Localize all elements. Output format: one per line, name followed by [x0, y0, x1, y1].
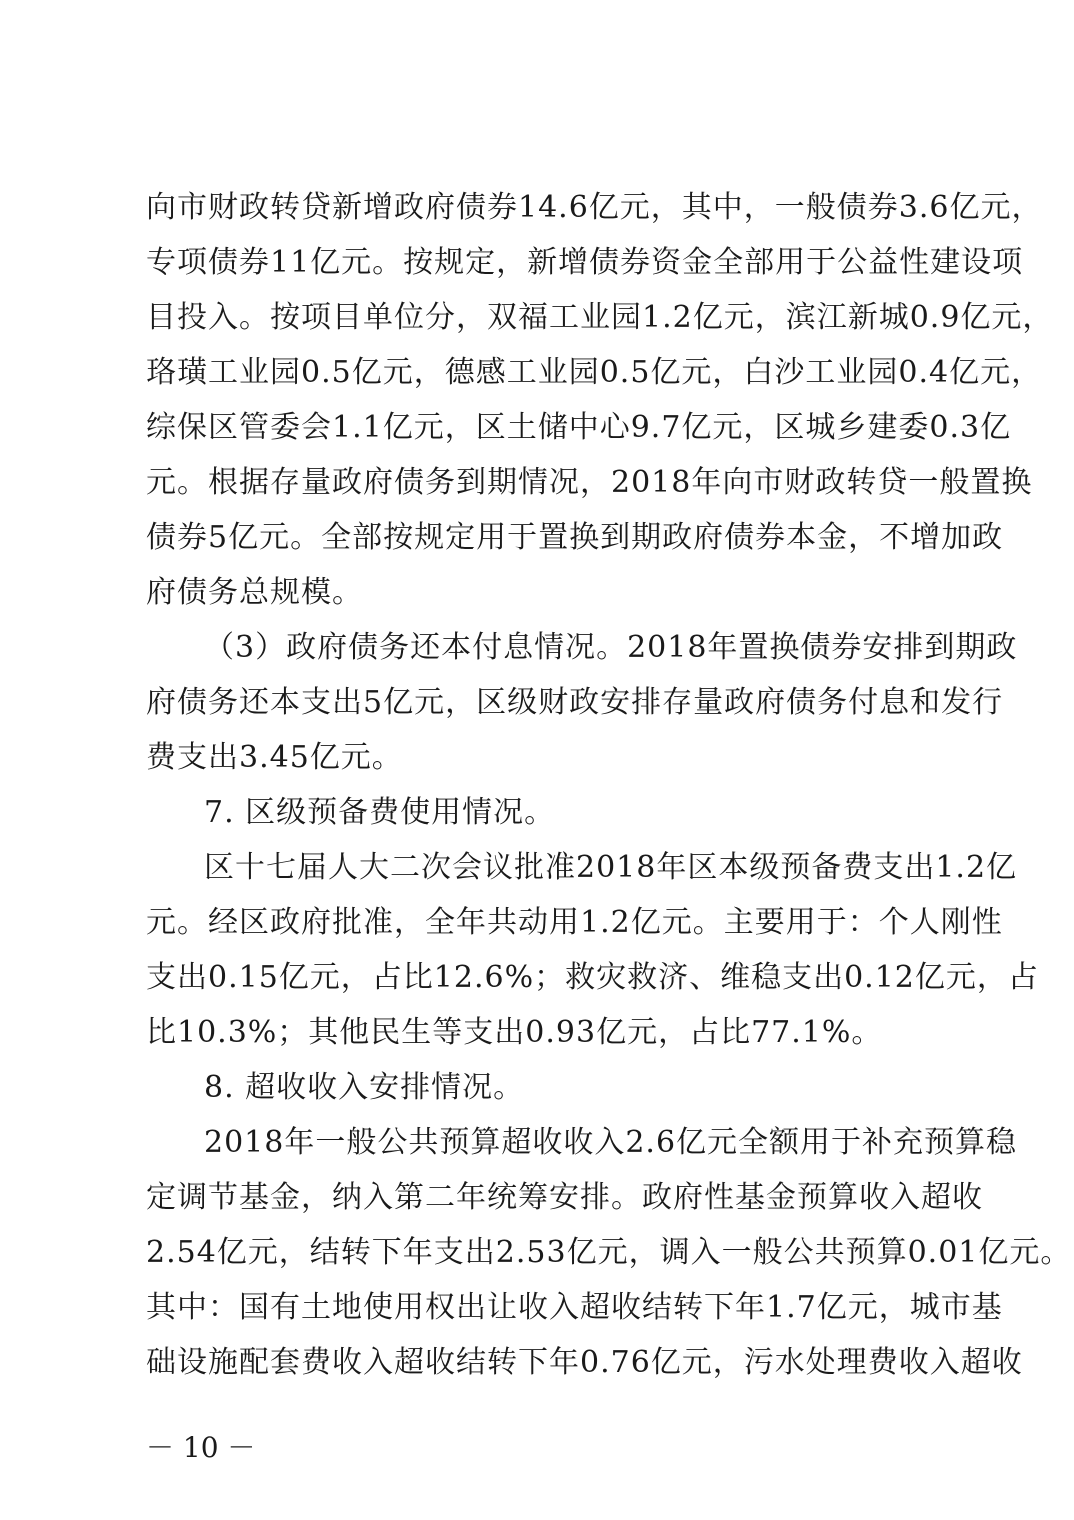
text-line-16: 比10.3%；其他民生等支出0.93亿元，占比77.1%。	[146, 1015, 883, 1050]
text-line-18: 2018年一般公共预算超收收入2.6亿元全额用于补充预算稳	[204, 1125, 1018, 1160]
text-line-11: 费支出3.45亿元。	[146, 740, 403, 775]
text-line-20: 2.54亿元，结转下年支出2.53亿元，调入一般公共预算0.01亿元。	[146, 1235, 1072, 1270]
text-line-13: 区十七届人大二次会议批准2018年区本级预备费支出1.2亿	[204, 850, 1018, 885]
text-line-10: 府债务还本支出5亿元，区级财政安排存量政府债务付息和发行	[146, 685, 1004, 720]
text-line-6: 元。根据存量政府债务到期情况，2018年向市财政转贷一般置换	[146, 465, 1033, 500]
text-line-22: 础设施配套费收入超收结转下年0.76亿元，污水处理费收入超收	[146, 1345, 1023, 1380]
text-line-9: （3）政府债务还本付息情况。2018年置换债券安排到期政	[204, 630, 1018, 665]
text-line-19: 定调节基金，纳入第二年统筹安排。政府性基金预算收入超收	[146, 1180, 983, 1215]
text-line-4: 珞璜工业园0.5亿元，德感工业园0.5亿元，白沙工业园0.4亿元，	[146, 355, 1043, 390]
text-line-7: 债券5亿元。全部按规定用于置换到期政府债券本金，不增加政	[146, 520, 1004, 555]
text-line-15: 支出0.15亿元，占比12.6%；救灾救济、维稳支出0.12亿元，占	[146, 960, 1039, 995]
section-heading-8: 8. 超收收入安排情况。	[204, 1070, 525, 1105]
body-text	[146, 180, 1072, 1390]
page-number: － 10 －	[146, 1431, 256, 1464]
text-line-14: 元。经区政府批准，全年共动用1.2亿元。主要用于：个人刚性	[146, 905, 1003, 940]
text-line-21: 其中：国有土地使用权出让收入超收结转下年1.7亿元，城市基	[146, 1290, 1003, 1325]
text-line-3: 目投入。按项目单位分，双福工业园1.2亿元，滨江新城0.9亿元，	[146, 300, 1054, 335]
text-line-5: 综保区管委会1.1亿元，区土储中心9.7亿元，区城乡建委0.3亿	[146, 410, 1012, 445]
section-heading-7: 7. 区级预备费使用情况。	[204, 795, 556, 830]
text-line-2: 专项债券11亿元。按规定，新增债券资金全部用于公益性建设项	[146, 245, 1024, 280]
text-line-8: 府债务总规模。	[146, 575, 363, 610]
text-line-1: 向市财政转贷新增政府债券14.6亿元，其中，一般债券3.6亿元，	[146, 190, 1043, 225]
